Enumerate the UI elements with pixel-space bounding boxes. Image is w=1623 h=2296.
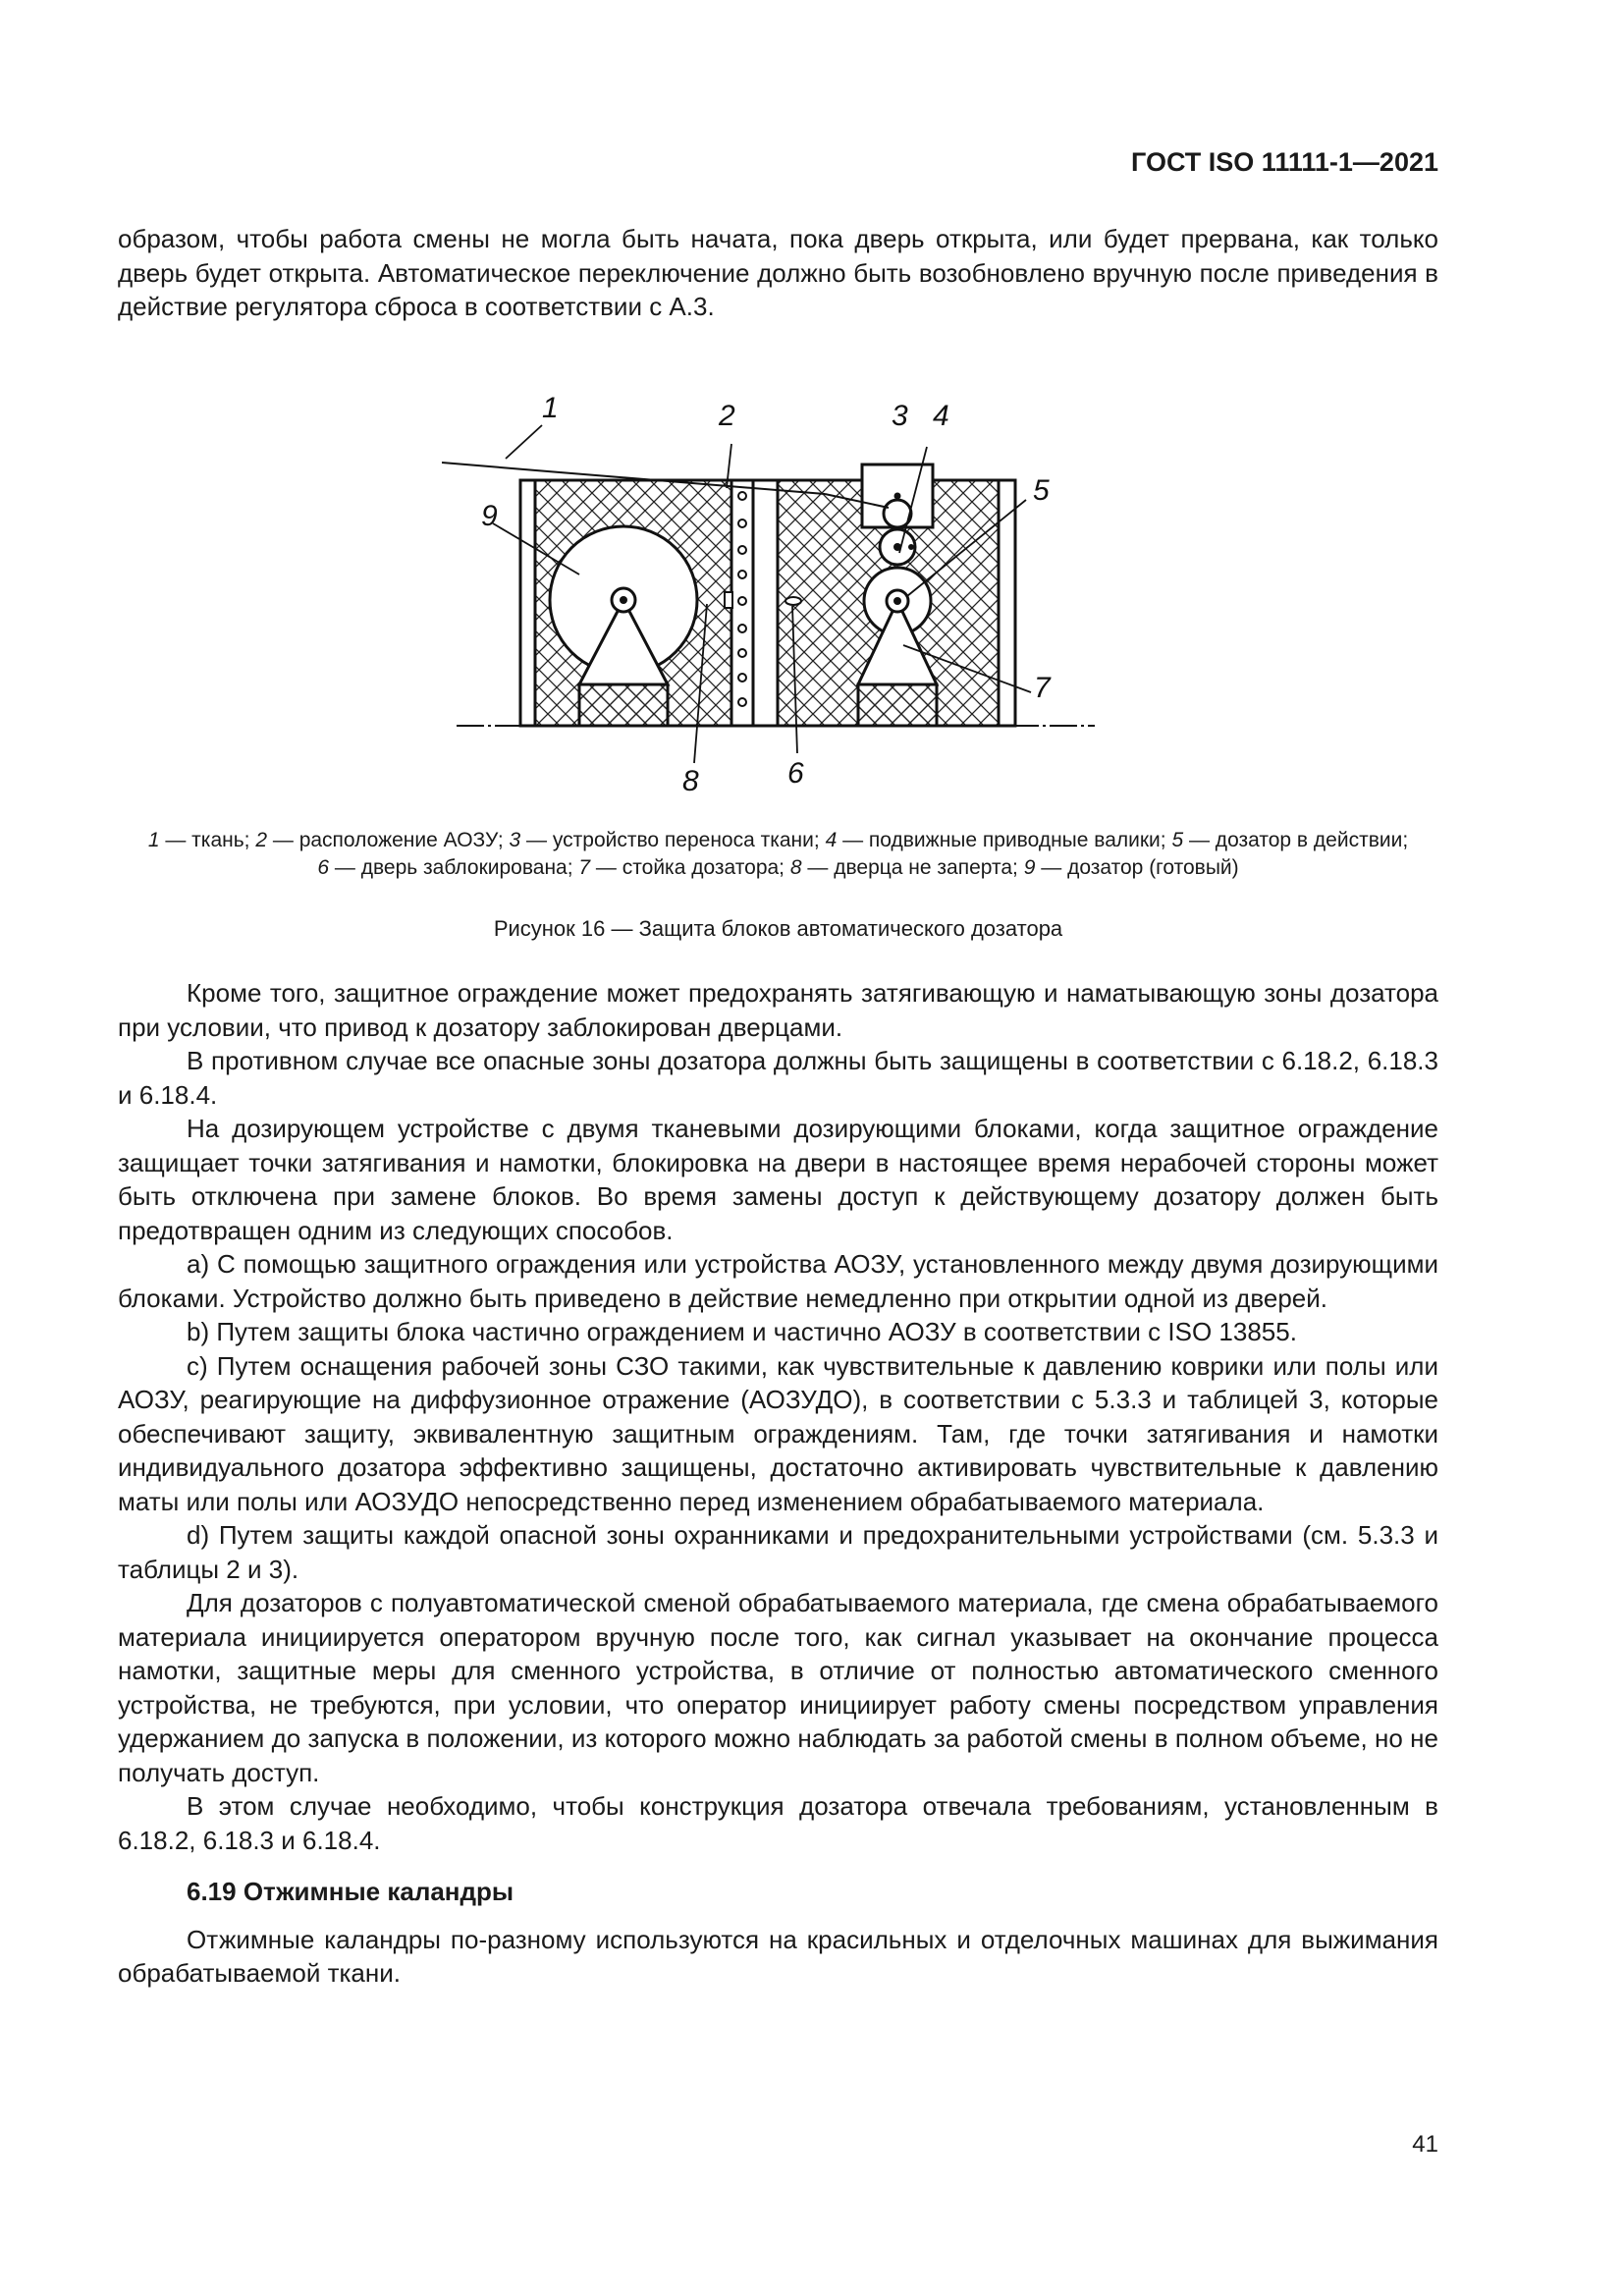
body-paragraph: Кроме того, защитное ограждение может предохранять затягивающую и наматывающую зоны дозатора при условии, что привод к дозатору заблокирован дверцами. [118,978,1438,1042]
label-6: 6 [787,757,804,790]
body-paragraph: В этом случае необходимо, чтобы конструкция дозатора отвечала требованиям, установленным в 6.18.2, 6.18.3 и 6.18.4. [118,1791,1438,1855]
legend-line-2 [118,854,1438,882]
legend-num: 7 [578,856,591,879]
body-paragraph: На дозирующем устройстве с двумя тканевыми дозирующими блоками, когда защитное ограждение защищает точки затягивания и намотки, блокировка на двери в настоящее время нерабочей стороны может быть отключена при замене блоков. Во время замены доступ к действующему дозатору должен быть предотвращен одним из следующих способов. [118,1114,1438,1245]
label-2: 2 [719,400,735,432]
legend-line-1 [118,827,1438,854]
list-item-c: c) Путем оснащения рабочей зоны СЗО такими, как чувствительные к давлению коврики или полы или АОЗУ, реагирующие на диффузионное отражение (АОЗУДО), в соответствии с 5.3.3 и таблицей 3, которые обеспечивают защиту, эквивалентную защитным ограждениям. Там, где точки затягивания и намотки индивидуального дозатора эффективно защищены, достаточно активировать чувствительные к давлению маты или полы или АОЗУДО непосредственно перед изменением обрабатываемого материала. [118,1350,1438,1516]
legend-text: — дозатор (готовый) [1035,856,1239,879]
intro-text [118,222,1438,324]
list-item-a: a) С помощью защитного ограждения или устройства АОЗУ, установленного между двумя дозирующими блоками. Устройство должно быть приведено в действие немедленно при открытии одной из дверей. [118,1249,1438,1313]
label-4: 4 [933,400,949,432]
label-1: 1 [542,392,559,424]
body-paragraph: В противном случае все опасные зоны дозатора должны быть защищены в соответствии с 6.18.2, 6.18.3 и 6.18.4. [118,1046,1438,1110]
figure-caption: Рисунок 16 — Защита блоков автоматического дозатора [493,916,1063,941]
intro-paragraph: образом, чтобы работа смены не могла быть начата, пока дверь открыта, или будет прервана, как только дверь будет открыта. Автоматическое переключение должно быть возобновлено вручную после приведения в действие регулятора сброса в соответствии с А.3. [118,224,1438,321]
list-item-d: d) Путем защиты каждой опасной зоны охранниками и предохранительными устройствами (см. 5.3.3 и таблицы 2 и 3). [118,1520,1438,1584]
label-8: 8 [682,765,699,797]
label-5: 5 [1033,474,1050,507]
legend-text: — ткань; [159,829,256,851]
legend-text: — дозатор в действии; [1183,829,1409,851]
legend-num: 1 [147,829,160,851]
legend-num: 3 [509,829,521,851]
label-9: 9 [481,500,498,532]
page-number: 41 [1412,2131,1438,2158]
section-paragraph: Отжимные каландры по-разному используются на красильных и отделочных машинах для выжимания обрабатываемой ткани. [118,1924,1438,1988]
figure-legend [118,827,1438,882]
label-7: 7 [1034,672,1051,704]
legend-num: 5 [1171,829,1184,851]
legend-text: — устройство переноса ткани; [520,829,826,851]
list-item-b: b) Путем защиты блока частично ограждением и частично АОЗУ в соответствии с ISO 13855. [187,1317,1297,1346]
section-heading: 6.19 Отжимные каландры [187,1877,514,1906]
legend-text: — стойка дозатора; [590,856,790,879]
label-3: 3 [892,400,908,432]
legend-text: — дверца не заперта; [801,856,1024,879]
body-text [118,976,1438,1991]
document-code-header: ГОСТ ISO 11111-1—2021 [1131,147,1438,177]
legend-num: 4 [825,829,838,851]
figure-16-diagram [442,378,1149,810]
legend-text: — дверь заблокирована; [329,856,579,879]
legend-num: 2 [255,829,268,851]
legend-num: 9 [1023,856,1036,879]
legend-text: — подвижные приводные валики; [837,829,1172,851]
legend-num: 8 [789,856,802,879]
legend-text: — расположение АОЗУ; [267,829,510,851]
body-paragraph: Для дозаторов с полуавтоматической сменой обрабатываемого материала, где смена обрабатываемого материала инициируется оператором вручную после того, как сигнал указывает на окончание процесса намотки, защитные меры для сменного устройства, в отличие от полностью автоматического сменного устройства, не требуются, при условии, что оператор инициирует работу смены посредством управления удержанием до запуска в положении, из которого можно наблюдать за работой смены в полном объеме, но не получать доступ. [118,1588,1438,1787]
legend-num: 6 [317,856,330,879]
